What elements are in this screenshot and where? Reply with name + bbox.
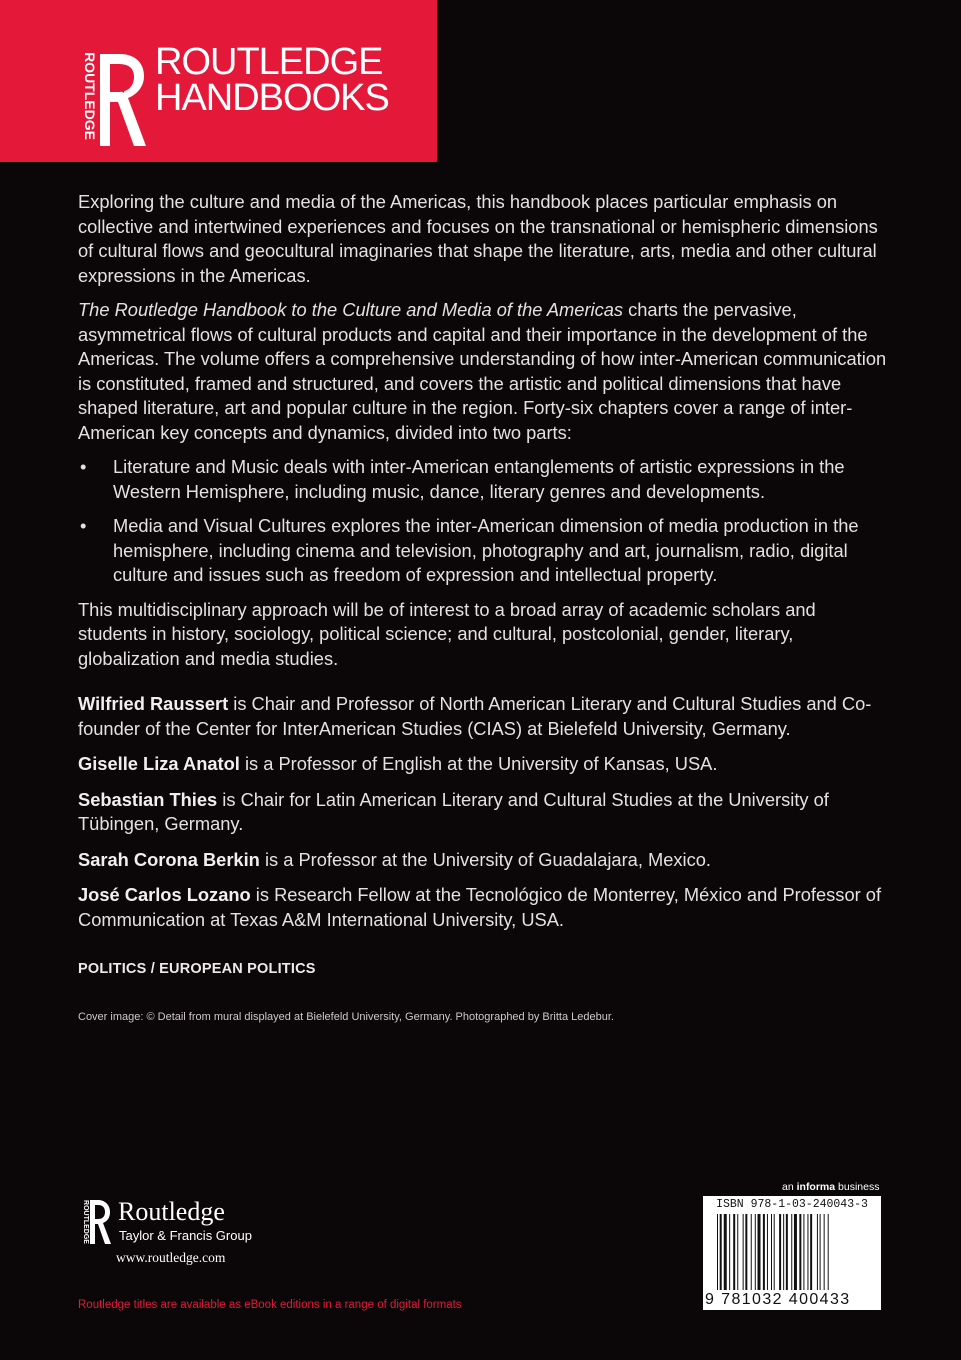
informa-brand: informa: [796, 1181, 836, 1193]
barcode-bar: [820, 1214, 821, 1290]
list-item: [78, 455, 888, 504]
bullet-dot: •: [80, 515, 87, 536]
barcode-bar: [824, 1214, 825, 1290]
barcode-bar: [745, 1214, 747, 1290]
barcode-bar: [758, 1214, 761, 1290]
small-logo-vertical-word: ROUTLEDGE: [82, 1200, 89, 1244]
informa-suffix: business: [835, 1181, 880, 1193]
parts-list: [78, 455, 888, 588]
publisher-url[interactable]: www.routledge.com: [116, 1250, 226, 1265]
editor-name: Sebastian Thies: [78, 788, 218, 810]
editor-name: Giselle Liza Anatol: [78, 753, 240, 774]
informa-business-label: [782, 1181, 879, 1193]
series-banner: [0, 0, 437, 162]
editor-name: José Carlos Lozano: [78, 884, 251, 905]
barcode-bar: [803, 1214, 804, 1290]
book-title: The Routledge Handbook to the Culture and Media of the Americas: [78, 299, 624, 320]
barcode-bar: [717, 1214, 718, 1290]
barcode-digits: 9 781032 400433: [705, 1291, 851, 1308]
barcode-bar: [794, 1214, 797, 1290]
editor-bio-text: is a Professor of English at the University of Kansas, USA.: [239, 753, 718, 774]
publisher-name: Routledge: [118, 1197, 225, 1226]
barcode-bar: [767, 1214, 768, 1290]
editor-bio: [78, 883, 888, 932]
list-item-text: Literature and Music deals with inter-American entanglements of artistic expressions in the Western Hemisphere, including music, dance, literary genres and developments.: [113, 456, 845, 502]
barcode-bar: [720, 1214, 722, 1290]
overview-text: charts the pervasive, asymmetrical flows of cultural products and capital and their importance in the development of the Americas. The volume offers a comprehensive understanding of how inter-American communication is constituted, framed and structured, and covers the artistic and political dimensions that have shaped literature, art and popular culture in the region. Forty-six chapters cover a range of inter-American key concepts and dynamics, divided into two parts:: [78, 299, 887, 443]
series-title-line2: HANDBOOKS: [155, 77, 389, 119]
series-title: [155, 41, 389, 119]
bullet-dot: •: [80, 456, 87, 477]
series-title-line1: ROUTLEDGE: [155, 41, 383, 83]
back-cover-text: [78, 190, 888, 943]
subject-category: POLITICS / EUROPEAN POLITICS: [78, 961, 316, 977]
isbn-label: ISBN 978-1-03-240043-3: [716, 1198, 868, 1211]
barcode-bar: [755, 1214, 756, 1290]
barcode-bar: [799, 1214, 801, 1290]
editor-bio: [78, 752, 888, 777]
barcode-bar: [771, 1214, 772, 1290]
editor-name: Sarah Corona Berkin: [78, 848, 260, 870]
barcode-bar: [724, 1214, 727, 1290]
list-item: [78, 514, 888, 588]
barcode-bar: [783, 1214, 784, 1290]
barcode-bar: [729, 1214, 730, 1290]
logo-vertical-word: ROUTLEDGE: [82, 52, 98, 140]
editor-name: Wilfried Raussert: [78, 693, 229, 714]
ebook-note: Routledge titles are available as eBook editions in a range of digital formats: [78, 1299, 462, 1311]
audience-paragraph: This multidisciplinary approach will be of interest to a broad array of academic scholars and students in history, sociology, political science; and cultural, postcolonial, gender, literary, globalization and media studies.: [78, 598, 816, 669]
barcode-bar: [774, 1214, 775, 1290]
editor-bio-text: is a Professor at the University of Guadalajara, Mexico.: [259, 848, 711, 870]
barcode-bar: [743, 1214, 744, 1290]
barcode-bar: [733, 1214, 735, 1290]
editor-bio-text: is Research Fellow at the Tecnológico de Monterrey, México and Professor of Communication at Texas A&M International University, USA.: [78, 884, 882, 930]
isbn-barcode: [703, 1196, 881, 1310]
barcode-bar: [786, 1214, 788, 1290]
barcode-bar: [763, 1214, 765, 1290]
intro-paragraph: Exploring the culture and media of the Americas, this handbook places particular emphasis on collective and intertwined experiences and focuses on the transnational or hemispheric dimensions of cultural flows and geocultural imaginaries that shape the literature, arts, media and other cultural expressions in the Americas.: [78, 191, 878, 286]
editor-bio: [78, 788, 888, 837]
publisher-group: Taylor & Francis Group: [119, 1228, 252, 1243]
editor-bio: [78, 848, 888, 873]
editor-bio-text: is Chair and Professor of North American Literary and Cultural Studies and Co-founder of the Center for InterAmerican Studies (CIAS) at Bielefeld University, Germany.: [78, 693, 872, 739]
informa-prefix: an: [782, 1181, 797, 1193]
cover-image-credit: Cover image: © Detail from mural displayed at Bielefeld University, Germany. Photographed by Britta Ledebur.: [78, 1011, 614, 1023]
barcode-bar: [828, 1214, 829, 1290]
barcode-bar: [810, 1214, 812, 1290]
barcode-bar: [791, 1214, 792, 1290]
barcode-bar: [751, 1214, 752, 1290]
barcode-bar: [807, 1214, 808, 1290]
routledge-logo-icon: [72, 40, 152, 152]
barcode-bar: [779, 1214, 781, 1290]
barcode-bar: [817, 1214, 818, 1290]
editor-bio: [78, 692, 888, 741]
list-item-text: Media and Visual Cultures explores the inter-American dimension of media production in the hemisphere, including cinema and television, photography and art, journalism, radio, digital culture and issues such as freedom of expression and intellectual property.: [113, 515, 859, 585]
routledge-small-logo-icon: [78, 1196, 112, 1248]
barcode-bar: [737, 1214, 738, 1290]
overview-paragraph: [78, 298, 888, 445]
editor-bio-text: is Chair for Latin American Literary and Cultural Studies at the University of Tübingen, Germany.: [78, 788, 829, 834]
